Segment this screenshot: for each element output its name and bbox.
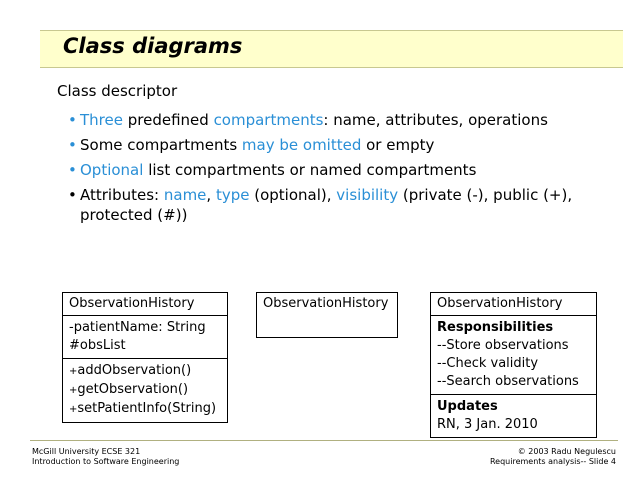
updates-value: RN, 3 Jan. 2010: [437, 417, 538, 432]
bullet-dot: •: [68, 186, 77, 204]
bullet-dot: •: [68, 161, 77, 179]
bullet-text-highlight: Optional: [80, 161, 144, 179]
uml-operations: [63, 358, 227, 422]
public-sign: +: [69, 404, 78, 415]
bullet-text: (optional),: [249, 186, 337, 204]
uml-updates: [431, 394, 596, 437]
uml-attribute: #obsList: [69, 338, 126, 353]
bullet-item: [68, 160, 608, 180]
footer-right: [490, 447, 616, 467]
bullet-item: [68, 185, 608, 225]
section-heading: Class descriptor: [57, 82, 178, 100]
public-sign: +: [69, 385, 78, 396]
footer-slide-number: Requirements analysis-- Slide 4: [489, 457, 616, 466]
uml-class-name: ObservationHistory: [69, 296, 195, 311]
bullet-text-highlight: Three: [80, 111, 123, 129]
footer-course: Introduction to Software Engineering: [32, 457, 180, 466]
bullet-text-highlight: compartments: [213, 111, 324, 129]
responsibilities-heading: Responsibilities: [437, 320, 554, 335]
uml-attribute: -patientName: String: [69, 320, 206, 335]
uml-attributes: [63, 315, 227, 358]
bullet-text: : name, attributes, operations: [323, 111, 548, 129]
footer-divider: [30, 440, 618, 441]
uml-class-name-only: [256, 292, 398, 338]
updates-heading: Updates: [437, 399, 498, 414]
uml-operation: [69, 400, 221, 419]
uml-operation-text: getObservation(): [77, 382, 189, 397]
responsibility-item: --Search observations: [437, 374, 579, 389]
uml-operation-text: addObservation(): [77, 363, 192, 378]
bullet-text-highlight: type: [215, 186, 250, 204]
bullet-list: [68, 110, 608, 230]
bullet-item: [68, 110, 608, 130]
uml-class-full: [62, 292, 228, 423]
bullet-dot: •: [68, 136, 77, 154]
bullet-text: Some compartments: [80, 136, 242, 154]
uml-class-responsibilities: [430, 292, 597, 438]
responsibility-item: --Store observations: [437, 338, 569, 353]
footer-left: [32, 447, 179, 467]
uml-operation: [69, 381, 221, 400]
bullet-text: ,: [206, 186, 216, 204]
responsibility-item: --Check validity: [437, 356, 539, 371]
bullet-text: Attributes:: [80, 186, 164, 204]
bullet-text: (private (-), public (+), protected (#)): [80, 186, 573, 224]
uml-class-name: ObservationHistory: [263, 296, 389, 311]
bullet-text-highlight: may be omitted: [241, 136, 362, 154]
bullet-text-highlight: visibility: [336, 186, 399, 204]
slide-title: Class diagrams: [63, 34, 243, 58]
footer-copyright: © 2003 Radu Negulescu: [517, 447, 616, 456]
bullet-text: or empty: [361, 136, 435, 154]
bullet-text: predefined: [122, 111, 214, 129]
public-sign: +: [69, 366, 78, 377]
uml-class-name: ObservationHistory: [437, 296, 563, 311]
footer-university: McGill University ECSE 321: [32, 447, 141, 456]
uml-operation: [69, 362, 221, 381]
bullet-text: list compartments or named compartments: [143, 161, 477, 179]
uml-responsibilities: [431, 315, 596, 394]
bullet-text-highlight: name: [163, 186, 207, 204]
bullet-item: [68, 135, 608, 155]
bullet-dot: •: [68, 111, 77, 129]
uml-operation-text: setPatientInfo(String): [77, 401, 217, 416]
